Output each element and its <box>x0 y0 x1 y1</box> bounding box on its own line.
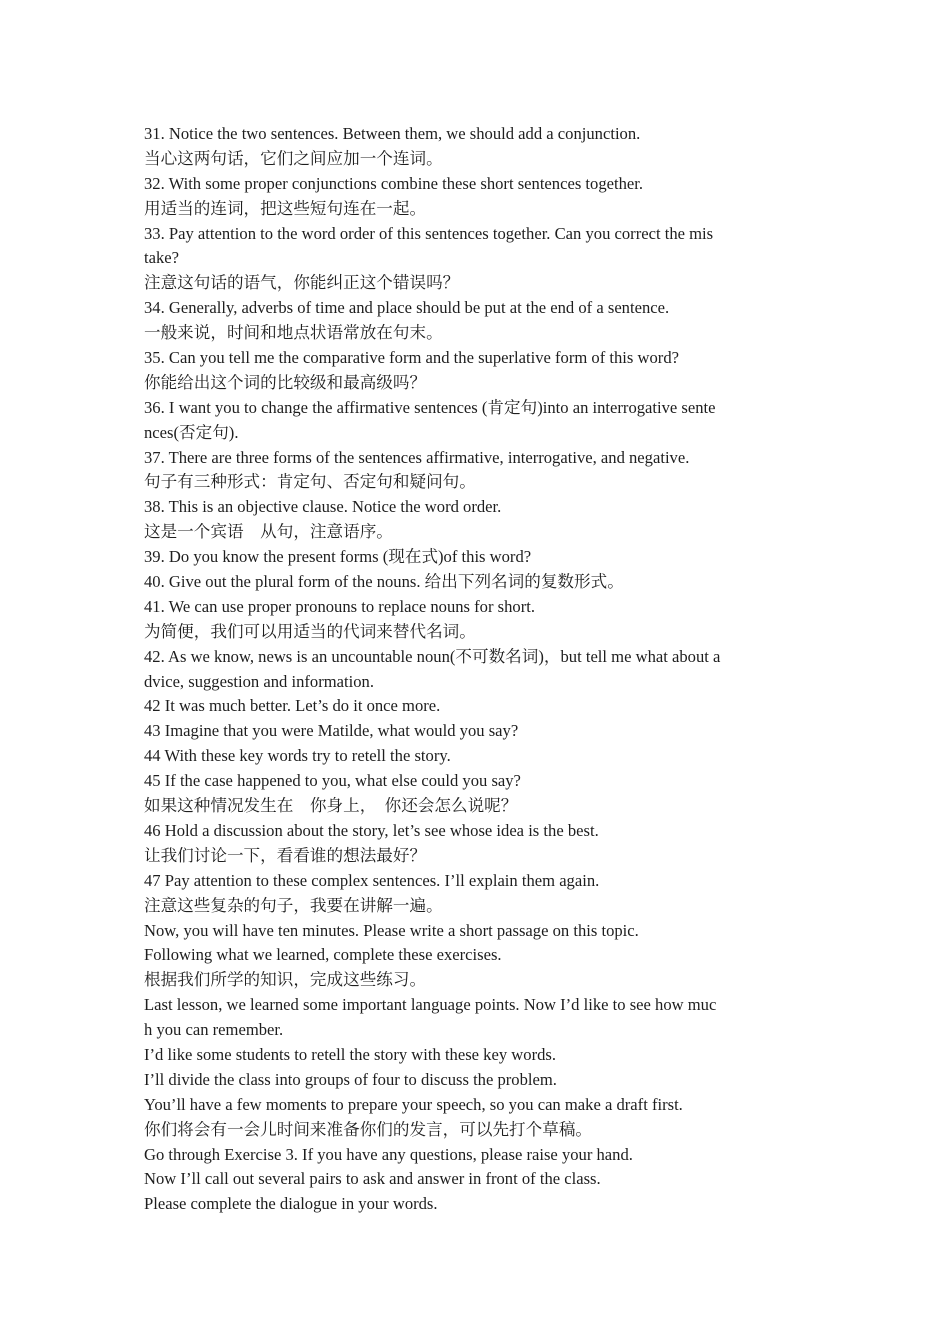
text-line: Following what we learned, complete these exercises. <box>144 945 502 965</box>
text-line: 句子有三种形式：肯定句、否定句和疑问句。 <box>144 472 476 492</box>
text-line: Now, you will have ten minutes. Please write a short passage on this topic. <box>144 920 639 940</box>
text-line: 34. Generally, adverbs of time and place should be put at the end of a sentence. <box>144 298 670 318</box>
text-line: 36. I want you to change the affirmative sentences (肯定句)into an interrogative sente <box>144 397 716 417</box>
text-line: 用适当的连词，把这些短句连在一起。 <box>144 198 427 218</box>
text-line: I’ll divide the class into groups of four to discuss the problem. <box>144 1069 557 1089</box>
text-line: Now I’ll call out several pairs to ask and answer in front of the class. <box>144 1169 601 1189</box>
text-line: Go through Exercise 3. If you have any questions, please raise your hand. <box>144 1144 633 1164</box>
text-line: 35. Can you tell me the comparative form and the superlative form of this word? <box>144 348 679 368</box>
text-line: 32. With some proper conjunctions combine these short sentences together. <box>144 173 644 193</box>
text-line: 46 Hold a discussion about the story, let’s see whose idea is the best. <box>144 820 599 840</box>
text-line: 一般来说，时间和地点状语常放在句末。 <box>144 323 443 343</box>
text-line: 你们将会有一会儿时间来准备你们的发言，可以先打个草稿。 <box>144 1119 593 1139</box>
text-line: Please complete the dialogue in your words. <box>144 1194 438 1214</box>
text-line: h you can remember. <box>144 1020 284 1040</box>
text-line: 31. Notice the two sentences. Between them, we should add a conjunction. <box>144 124 641 143</box>
text-line: take? <box>144 248 180 268</box>
text-line: 为简便，我们可以用适当的代词来替代名词。 <box>144 621 476 641</box>
text-line: 注意这句话的语气，你能纠正这个错误吗？ <box>144 273 460 293</box>
text-line: 如果这种情况发生在 你身上， 你还会怎么说呢？ <box>144 796 518 816</box>
text-line: 当心这两句话，它们之间应加一个连词。 <box>144 148 443 168</box>
text-line: 47 Pay attention to these complex sentences. I’ll explain them again. <box>144 870 600 890</box>
text-line: I’d like some students to retell the story with these key words. <box>144 1044 556 1064</box>
text-line: 41. We can use proper pronouns to replace nouns for short. <box>144 596 535 616</box>
text-line: 40. Give out the plural form of the nouns. 给出下列名词的复数形式。 <box>144 572 624 592</box>
text-line: 让我们讨论一下，看看谁的想法最好？ <box>144 845 427 865</box>
text-line: 42 It was much better. Let’s do it once more. <box>144 696 441 716</box>
document-page <box>144 122 814 1217</box>
text-line: 根据我们所学的知识，完成这些练习。 <box>144 970 427 990</box>
text-line: 44 With these key words try to retell the story. <box>144 746 451 766</box>
text-line: 注意这些复杂的句子，我要在讲解一遍。 <box>144 895 443 915</box>
text-line: You’ll have a few moments to prepare your speech, so you can make a draft first. <box>144 1094 683 1114</box>
text-line: nces(否定句). <box>144 422 239 442</box>
text-line: 42. As we know, news is an uncountable noun(不可数名词)，but tell me what about a <box>144 646 721 666</box>
text-line: 这是一个宾语 从句，注意语序。 <box>144 522 393 542</box>
text-line: dvice, suggestion and information. <box>144 671 374 691</box>
text-line: 33. Pay attention to the word order of this sentences together. Can you correct the mis <box>144 223 714 243</box>
text-line: 你能给出这个词的比较级和最高级吗？ <box>144 372 427 392</box>
text-line: 37. There are three forms of the sentences affirmative, interrogative, and negative. <box>144 447 690 467</box>
text-line: Last lesson, we learned some important language points. Now I’d like to see how muc <box>144 995 717 1015</box>
text-line: 43 Imagine that you were Matilde, what would you say? <box>144 721 519 741</box>
text-line: 38. This is an objective clause. Notice the word order. <box>144 497 502 517</box>
text-line: 45 If the case happened to you, what else could you say? <box>144 771 521 791</box>
text-line: 39. Do you know the present forms (现在式)of this word? <box>144 547 532 567</box>
